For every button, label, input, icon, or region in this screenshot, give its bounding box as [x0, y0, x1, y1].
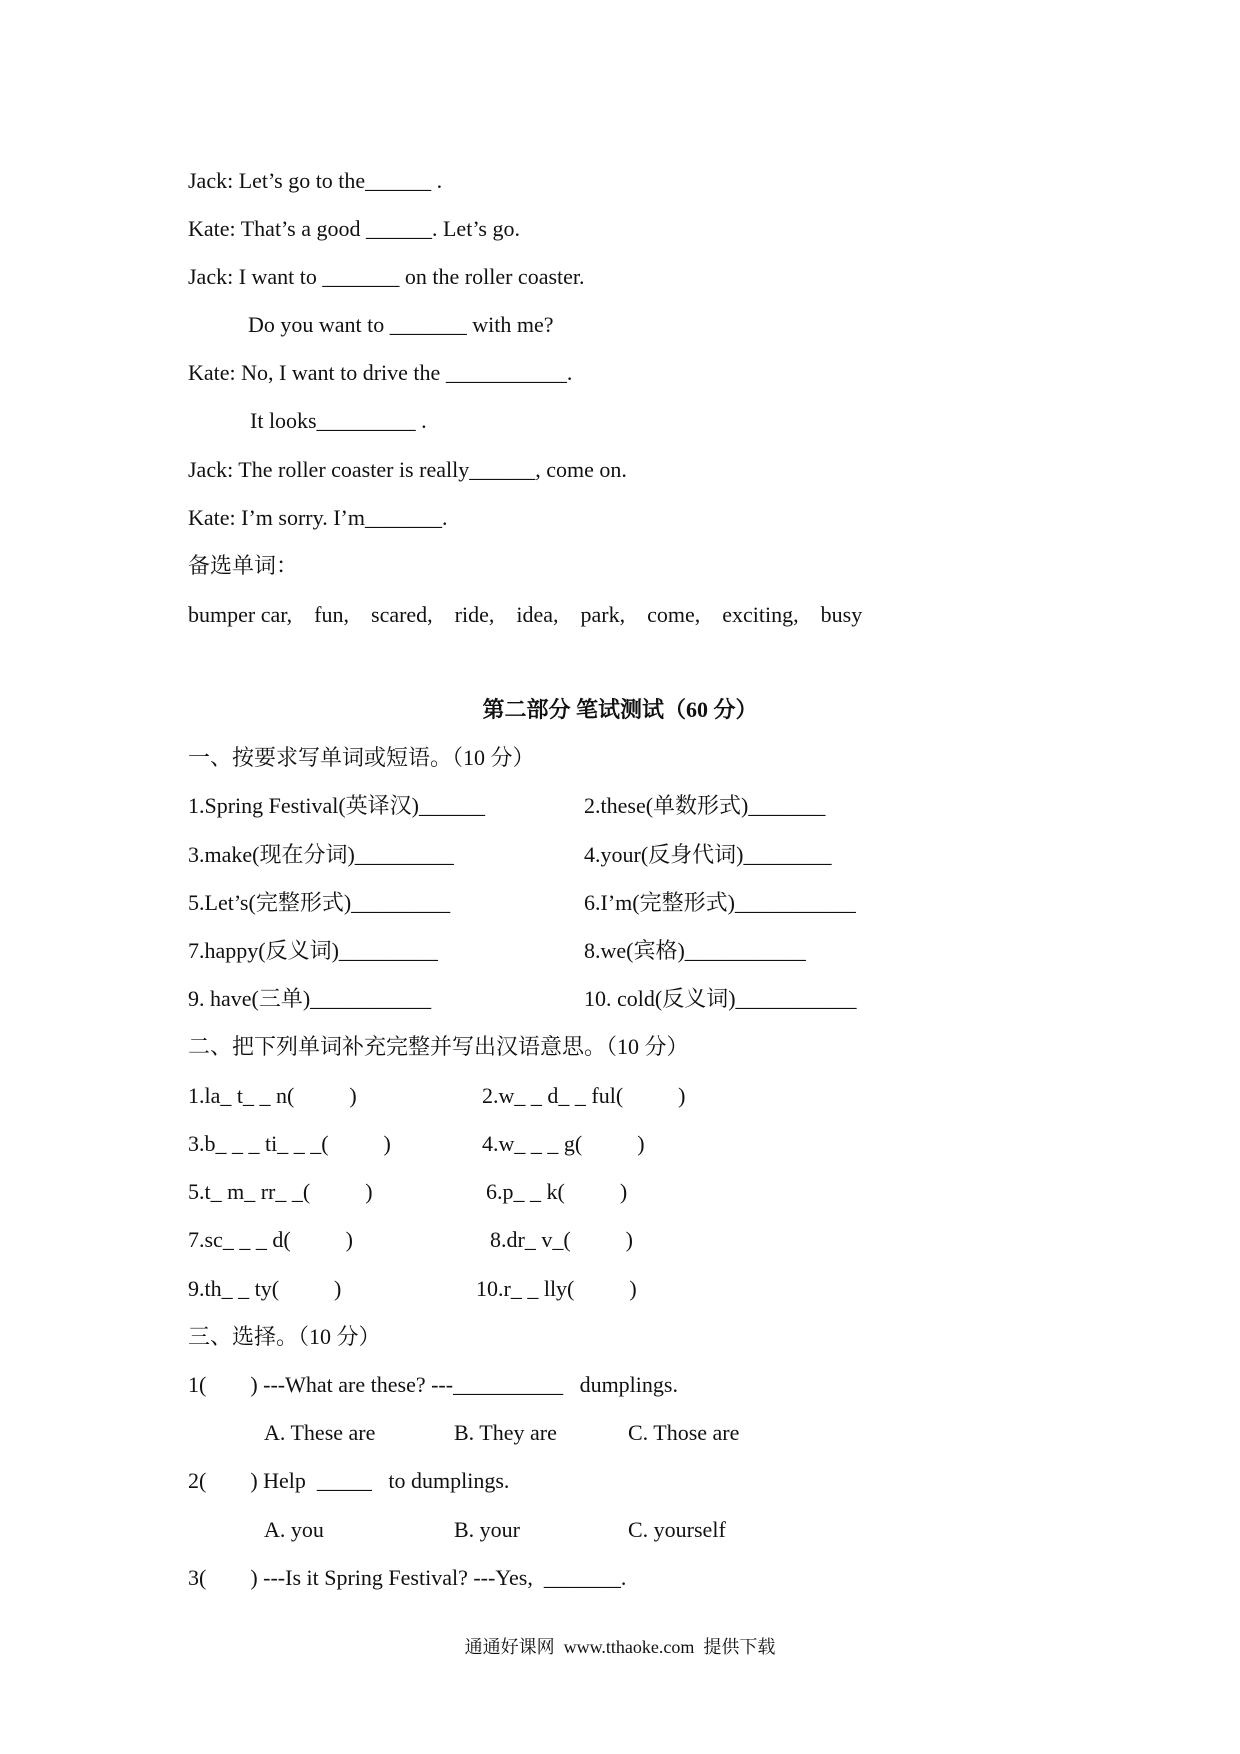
dialogue-line-2: Kate: That’s a good ______. Let’s go. [188, 216, 520, 241]
dialogue-line-6: It looks_________ . [250, 408, 427, 433]
word-bank-label: 备选单词： [188, 553, 299, 578]
dialogue-line-4: Do you want to _______ with me? [248, 312, 554, 337]
sec1-item-9: 9. have(三单)___________ [188, 986, 432, 1011]
question-1: 1( ) ---What are these? ---__________ dumplings. [188, 1372, 678, 1397]
sec2-item-4: 4.w_ _ _ g( ) [482, 1131, 645, 1156]
dialogue-line-8: Kate: I’m sorry. I’m_______. [188, 505, 448, 530]
part2-title: 第二部分 笔试测试（60 分） [482, 697, 758, 722]
dialogue-line-5: Kate: No, I want to drive the ___________. [188, 360, 573, 385]
sec2-item-6: 6.p_ _ k( ) [486, 1179, 628, 1204]
sec1-item-5: 5.Let’s(完整形式)_________ [188, 890, 451, 915]
dialogue-line-7: Jack: The roller coaster is really______, come on. [188, 457, 627, 482]
sec1-item-2: 2.these(单数形式)_______ [584, 793, 826, 818]
q1-option-c: C. Those are [628, 1420, 740, 1445]
word-bank: bumper car, fun, scared, ride, idea, park, come, exciting, busy [188, 602, 863, 627]
sec1-item-8: 8.we(宾格)___________ [584, 938, 806, 963]
sec1-item-7: 7.happy(反义词)_________ [188, 938, 438, 963]
sec2-item-3: 3.b_ _ _ ti_ _ _( ) [188, 1131, 391, 1156]
sec2-item-7: 7.sc_ _ _ d( ) [188, 1227, 353, 1252]
sec2-item-1: 1.la_ t_ _ n( ) [188, 1083, 357, 1108]
section-2-title: 二、把下列单词补充完整并写出汉语意思。（10 分） [188, 1034, 689, 1059]
q1-option-a: A. These are [264, 1420, 376, 1445]
q2-option-c: C. yourself [628, 1517, 726, 1542]
sec1-item-4: 4.your(反身代词)________ [584, 842, 832, 867]
question-2: 2( ) Help _____ to dumplings. [188, 1468, 510, 1493]
footer: 通通好课网 www.tthaoke.com 提供下载 [464, 1637, 776, 1657]
sec2-item-5: 5.t_ m_ rr_ _( ) [188, 1179, 373, 1204]
q2-option-a: A. you [264, 1517, 324, 1542]
sec1-item-3: 3.make(现在分词)_________ [188, 842, 454, 867]
q2-option-b: B. your [454, 1517, 520, 1542]
dialogue-line-1: Jack: Let’s go to the______ . [188, 168, 443, 193]
section-1-title: 一、按要求写单词或短语。（10 分） [188, 745, 535, 770]
sec1-item-10: 10. cold(反义词)___________ [584, 986, 857, 1011]
sec2-item-10: 10.r_ _ lly( ) [476, 1276, 637, 1301]
section-3-title: 三、选择。（10 分） [188, 1324, 381, 1349]
sec1-item-1: 1.Spring Festival(英译汉)______ [188, 793, 485, 818]
dialogue-line-3: Jack: I want to _______ on the roller coaster. [188, 264, 585, 289]
q1-option-b: B. They are [454, 1420, 557, 1445]
sec2-item-9: 9.th_ _ ty( ) [188, 1276, 342, 1301]
question-3: 3( ) ---Is it Spring Festival? ---Yes, _______. [188, 1565, 627, 1590]
sec1-item-6: 6.I’m(完整形式)___________ [584, 890, 856, 915]
sec2-item-8: 8.dr_ v_( ) [490, 1227, 633, 1252]
sec2-item-2: 2.w_ _ d_ _ ful( ) [482, 1083, 686, 1108]
